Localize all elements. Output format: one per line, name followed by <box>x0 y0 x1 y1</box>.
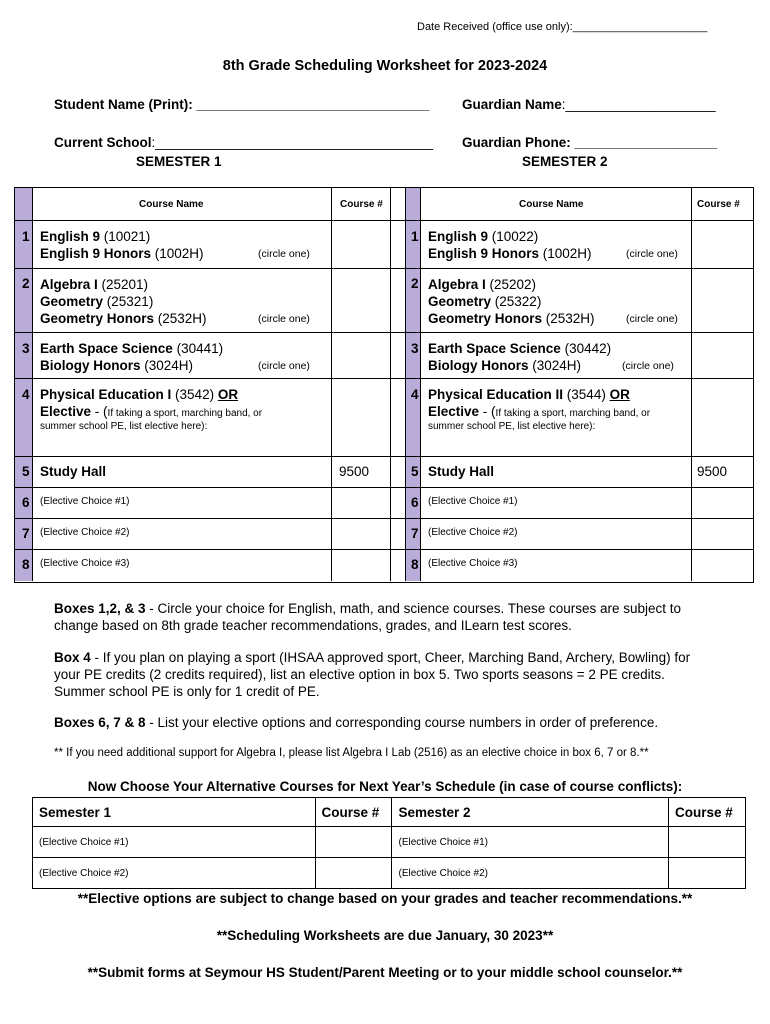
divider <box>15 378 753 379</box>
circle-one-hint: (circle one) <box>258 313 310 325</box>
current-school-field[interactable] <box>54 135 433 150</box>
current-school-label: Current School <box>54 135 152 150</box>
footer-note-1: **Elective options are subject to change based on your grades and teacher recommendations.** <box>77 891 693 906</box>
sem2-course-name-header: Course Name <box>519 199 584 210</box>
instruction-label: Boxes 1,2, & 3 <box>54 601 146 616</box>
sem2-elective-choice-2[interactable]: (Elective Choice #2) <box>428 527 518 538</box>
row-number-4: 4 <box>411 387 419 402</box>
sem1-study-hall-num: 9500 <box>339 464 370 479</box>
instruction-text: - If you plan on playing a sport (IHSAA approved sport, Cheer, Marching Band, Archery, Bowling) for <box>90 650 691 665</box>
course-option-code: (25322) <box>491 294 542 309</box>
row-number-6: 6 <box>22 495 30 510</box>
course-option-name: Physical Education II <box>428 387 564 402</box>
algebra-lab-note: ** If you need additional support for Algebra I, please list Algebra I Lab (2516) as an elective choice in box 6, 7 or 8.** <box>54 747 649 759</box>
sem2-elective-choice-3[interactable]: (Elective Choice #3) <box>428 558 518 569</box>
row-number-7: 7 <box>411 526 419 541</box>
sem1-course-name-header: Course Name <box>139 199 204 210</box>
alt-sem2-choice-2[interactable]: (Elective Choice #2) <box>392 858 669 889</box>
sem1-number-column <box>15 188 33 581</box>
divider <box>405 188 406 581</box>
alternatives-table <box>32 797 746 889</box>
course-option-name: Geometry Honors <box>428 311 543 326</box>
sem2-number-column <box>405 188 421 581</box>
semester-2-heading: SEMESTER 2 <box>522 154 608 169</box>
guardian-name-field[interactable] <box>462 97 716 112</box>
course-option-name: Physical Education I <box>40 387 172 402</box>
sem1-english-options[interactable] <box>40 228 204 262</box>
course-option-name: Geometry <box>40 294 104 309</box>
row-number-4: 4 <box>22 387 30 402</box>
divider <box>15 518 753 519</box>
sem1-elective-choice-1[interactable]: (Elective Choice #1) <box>40 496 130 507</box>
sem1-math-options[interactable] <box>40 276 207 327</box>
divider <box>691 188 692 581</box>
alt-sem2-course-num-2[interactable] <box>669 858 746 889</box>
semester-1-heading: SEMESTER 1 <box>136 154 222 169</box>
course-option-code: (3024H) <box>528 358 582 373</box>
course-option-code: (1002H) <box>539 246 592 261</box>
elective-dash: - ( <box>479 404 496 419</box>
sem2-study-hall-num: 9500 <box>697 464 728 479</box>
course-option-name: Earth Space Science <box>40 341 173 356</box>
elective-note: summer school PE, list elective here): <box>40 421 208 432</box>
row-number-3: 3 <box>22 341 30 356</box>
course-option-code: (25321) <box>103 294 154 309</box>
guardian-name-label: Guardian Name <box>462 97 562 112</box>
row-number-3: 3 <box>411 341 419 356</box>
elective-note: If taking a sport, marching band, or <box>495 408 651 419</box>
date-received-field[interactable]: Date Received (office use only):______________________ <box>417 21 708 33</box>
divider <box>15 220 753 221</box>
row-number-1: 1 <box>411 229 419 244</box>
elective-label: Elective <box>428 404 480 419</box>
course-option-name: Earth Space Science <box>428 341 561 356</box>
sem2-course-num-header: Course # <box>697 199 740 210</box>
or-label: OR <box>609 387 630 402</box>
sem2-pe-option[interactable] <box>428 386 650 422</box>
sem2-english-options[interactable] <box>428 228 592 262</box>
sem2-science-options[interactable] <box>428 340 611 374</box>
divider <box>15 456 753 457</box>
divider <box>15 332 753 333</box>
divider <box>15 487 753 488</box>
course-option-name: Algebra I <box>428 277 486 292</box>
alt-sem1-course-num-header: Course # <box>315 798 392 827</box>
course-option-name: Biology Honors <box>40 358 141 373</box>
course-option-code: (30441) <box>172 341 224 356</box>
course-option-code: (30442) <box>560 341 612 356</box>
row-number-5: 5 <box>22 464 30 479</box>
elective-label: Elective <box>40 404 92 419</box>
divider <box>390 188 391 581</box>
row-number-6: 6 <box>411 495 419 510</box>
divider <box>15 268 753 269</box>
course-option-name: Biology Honors <box>428 358 529 373</box>
sem2-elective-choice-1[interactable]: (Elective Choice #1) <box>428 496 518 507</box>
divider <box>15 549 753 550</box>
sem1-course-num-header: Course # <box>340 199 383 210</box>
instruction-text: change based on 8th grade teacher recommendations, grades, and ILearn test scores. <box>54 618 572 633</box>
sem1-elective-choice-2[interactable]: (Elective Choice #2) <box>40 527 130 538</box>
sem2-math-options[interactable] <box>428 276 595 327</box>
instructions-boxes-1-3 <box>54 600 754 634</box>
instruction-text: Summer school PE is only for 1 credit of PE. <box>54 684 320 699</box>
alternatives-heading: Now Choose Your Alternative Courses for Next Year’s Schedule (in case of course conflicts): <box>87 779 683 794</box>
sem1-pe-option[interactable] <box>40 386 262 422</box>
row-number-8: 8 <box>22 557 30 572</box>
alt-sem2-course-num-header: Course # <box>669 798 746 827</box>
row-number-2: 2 <box>411 276 419 291</box>
current-school-blank[interactable]: :_____________________________________ <box>151 135 434 150</box>
guardian-name-blank[interactable]: :____________________ <box>561 97 716 112</box>
row-number-8: 8 <box>411 557 419 572</box>
instruction-text: - List your elective options and corresponding course numbers in order of preference. <box>145 715 659 730</box>
alt-sem2-header: Semester 2 <box>392 798 669 827</box>
alt-sem1-choice-1[interactable]: (Elective Choice #1) <box>33 827 316 858</box>
course-option-code: (3544) <box>563 387 610 402</box>
circle-one-hint: (circle one) <box>258 248 310 260</box>
course-option-code: (3542) <box>171 387 218 402</box>
instruction-text: - Circle your choice for English, math, and science courses. These courses are subject to <box>145 601 682 616</box>
row-number-1: 1 <box>22 229 30 244</box>
course-option-code: (10021) <box>100 229 151 244</box>
circle-one-hint: (circle one) <box>258 360 310 372</box>
course-option-name: Algebra I <box>40 277 98 292</box>
elective-dash: - ( <box>91 404 108 419</box>
course-option-code: (10022) <box>488 229 539 244</box>
footer-note-3: **Submit forms at Seymour HS Student/Parent Meeting or to your middle school counselor.** <box>87 965 683 980</box>
course-option-code: (2532H) <box>154 311 207 326</box>
course-option-code: (25201) <box>97 277 149 292</box>
sem1-science-options[interactable] <box>40 340 223 374</box>
instruction-text: your PE credits (2 credits required), list an elective option in box 5. Two sports seasons = 2 PE credits. <box>54 667 665 682</box>
elective-note: summer school PE, list elective here): <box>428 421 596 432</box>
row-number-7: 7 <box>22 526 30 541</box>
course-option-name: English 9 Honors <box>428 246 540 261</box>
circle-one-hint: (circle one) <box>626 248 678 260</box>
row-number-5: 5 <box>411 464 419 479</box>
course-option-name: English 9 <box>428 229 489 244</box>
course-option-name: Geometry Honors <box>40 311 155 326</box>
course-option-code: (2532H) <box>542 311 595 326</box>
course-option-code: (1002H) <box>151 246 204 261</box>
circle-one-hint: (circle one) <box>622 360 674 372</box>
alt-sem1-header: Semester 1 <box>33 798 316 827</box>
circle-one-hint: (circle one) <box>626 313 678 325</box>
instructions-box-4 <box>54 649 754 700</box>
instruction-label: Boxes 6, 7 & 8 <box>54 715 146 730</box>
course-option-code: (25202) <box>485 277 537 292</box>
student-name-field[interactable]: Student Name (Print): _______________________________ <box>54 97 430 112</box>
alt-sem1-course-num-2[interactable] <box>315 858 392 889</box>
row-number-2: 2 <box>22 276 30 291</box>
instruction-label: Box 4 <box>54 650 91 665</box>
alt-sem1-course-num-1[interactable] <box>315 827 392 858</box>
sem1-elective-choice-3[interactable]: (Elective Choice #3) <box>40 558 130 569</box>
elective-note: If taking a sport, marching band, or <box>107 408 263 419</box>
guardian-phone-field[interactable]: Guardian Phone: ___________________ <box>462 135 718 150</box>
alt-sem1-choice-2[interactable]: (Elective Choice #2) <box>33 858 316 889</box>
page-title: 8th Grade Scheduling Worksheet for 2023-2024 <box>222 58 548 74</box>
course-option-name: English 9 Honors <box>40 246 152 261</box>
course-option-code: (3024H) <box>140 358 194 373</box>
or-label: OR <box>217 387 239 402</box>
sem1-study-hall: Study Hall <box>40 464 107 479</box>
footer-note-2: **Scheduling Worksheets are due January, 30 2023** <box>216 928 554 943</box>
instructions-boxes-6-8 <box>54 714 754 731</box>
course-option-name: English 9 <box>40 229 101 244</box>
course-option-name: Geometry <box>428 294 492 309</box>
alt-sem2-course-num-1[interactable] <box>669 827 746 858</box>
divider <box>331 188 332 581</box>
alt-sem2-choice-1[interactable]: (Elective Choice #1) <box>392 827 669 858</box>
sem2-study-hall: Study Hall <box>428 464 495 479</box>
